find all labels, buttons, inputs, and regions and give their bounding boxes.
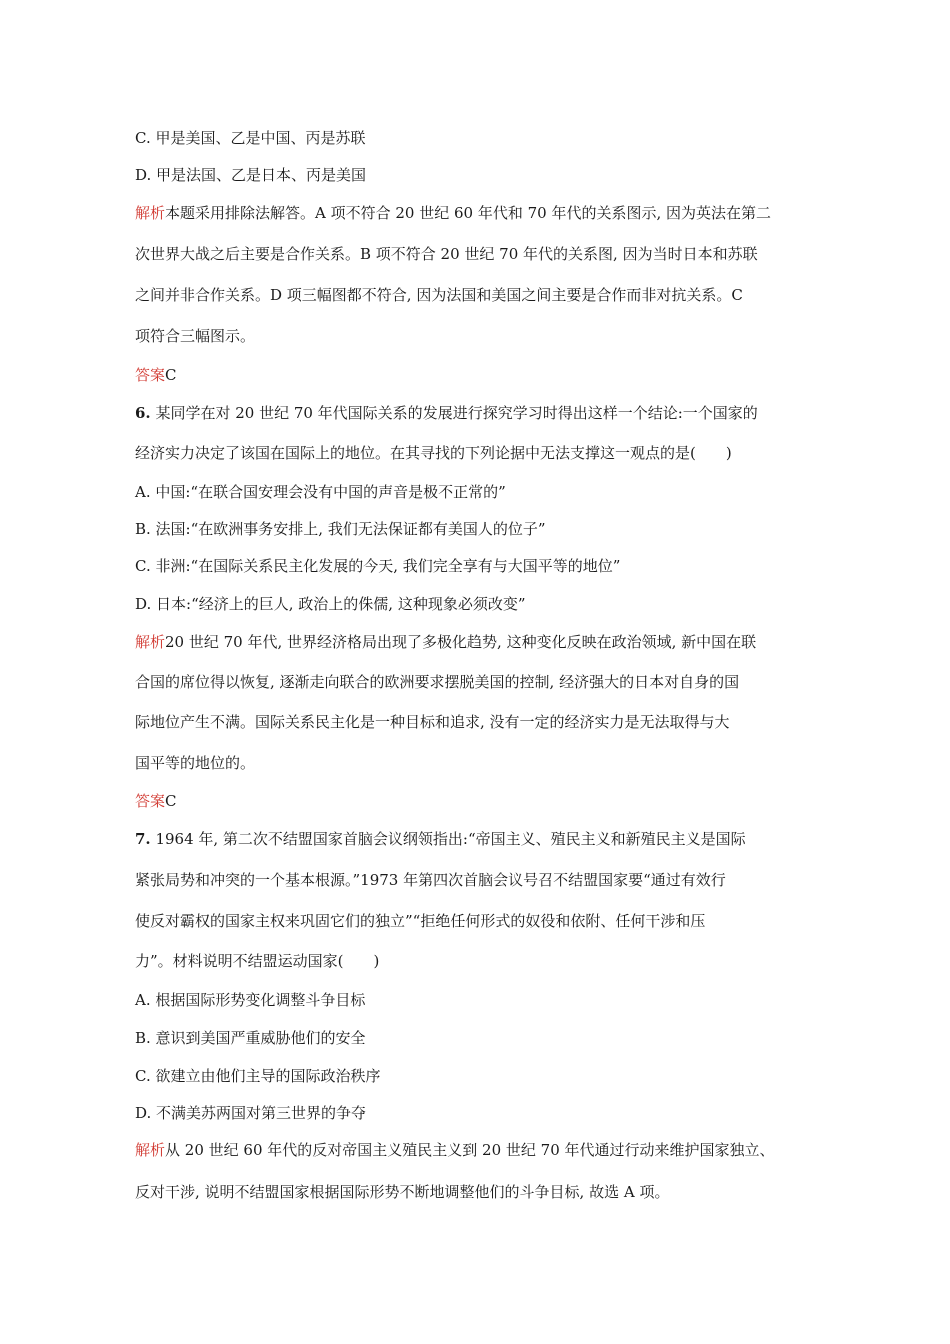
q7-stem-line [135, 829, 746, 849]
q6-analysis-text: 20 世纪 70 年代, 世界经济格局出现了多极化趋势, 这种变化反映在政治领域, 新中国在联 [165, 633, 757, 651]
q7-analysis-line [135, 1140, 775, 1160]
analysis-label: 解析 [135, 633, 166, 651]
answer-label: 答案 [135, 792, 166, 810]
q6-analysis-line [135, 632, 756, 652]
q6-analysis-line: 合国的席位得以恢复, 逐渐走向联合的欧洲要求摆脱美国的控制, 经济强大的日本对自身的国 [135, 673, 740, 691]
q6-option-c: C. 非洲:“在国际关系民主化发展的今天, 我们完全享有与大国平等的地位” [135, 557, 621, 575]
q6-option-a: A. 中国:“在联合国安理会没有中国的声音是极不正常的” [135, 483, 506, 501]
analysis-label: 解析 [135, 1141, 166, 1159]
q7-number: 7. [135, 830, 151, 848]
q6-stem-text: 某同学在对 20 世纪 70 年代国际关系的发展进行探究学习时得出这样一个结论:一个国家的 [150, 404, 758, 422]
q5-analysis-line: 之间并非合作关系。D 项三幅图都不符合, 因为法国和美国之间主要是合作而非对抗关系。C [135, 286, 743, 304]
q6-stem-line: 经济实力决定了该国在国际上的地位。在其寻找的下列论据中无法支撑这一观点的是( ) [135, 444, 732, 462]
q5-analysis-text: 本题采用排除法解答。A 项不符合 20 世纪 60 年代和 70 年代的关系图示, 因为英法在第二 [165, 204, 772, 222]
q6-stem-line [135, 403, 758, 423]
answer-label: 答案 [135, 366, 166, 384]
q7-option-d: D. 不满美苏两国对第三世界的争夺 [135, 1104, 367, 1122]
q6-option-d: D. 日本:“经济上的巨人, 政治上的侏儒, 这种现象必须改变” [135, 595, 526, 613]
q7-stem-line: 力”。材料说明不结盟运动国家( ) [135, 952, 380, 970]
analysis-label: 解析 [135, 204, 166, 222]
q7-option-a: A. 根据国际形势变化调整斗争目标 [135, 991, 366, 1009]
q6-answer-line [135, 791, 177, 811]
q7-stem-line: 使反对霸权的国家主权来巩固它们的独立”“拒绝任何形式的奴役和依附、任何干涉和压 [135, 912, 706, 930]
q6-answer-value: C [165, 792, 177, 810]
q7-option-b: B. 意识到美国严重威胁他们的安全 [135, 1029, 366, 1047]
q5-answer-value: C [165, 366, 177, 384]
q7-stem-text: 1964 年, 第二次不结盟国家首脑会议纲领指出:“帝国主义、殖民主义和新殖民主义是国际 [150, 830, 746, 848]
q6-option-b: B. 法国:“在欧洲事务安排上, 我们无法保证都有美国人的位子” [135, 520, 546, 538]
q5-answer-line [135, 365, 177, 385]
q5-option-c: C. 甲是美国、乙是中国、丙是苏联 [135, 129, 366, 147]
q7-option-c: C. 欲建立由他们主导的国际政治秩序 [135, 1067, 381, 1085]
q7-stem-line: 紧张局势和冲突的一个基本根源。”1973 年第四次首脑会议号召不结盟国家要“通过有效行 [135, 871, 726, 889]
q5-analysis-line [135, 203, 771, 223]
q5-analysis-line: 次世界大战之后主要是合作关系。B 项不符合 20 世纪 70 年代的关系图, 因为当时日本和苏联 [135, 245, 758, 263]
q5-option-d: D. 甲是法国、乙是日本、丙是美国 [135, 166, 367, 184]
q6-analysis-line: 际地位产生不满。国际关系民主化是一种目标和追求, 没有一定的经济实力是无法取得与大 [135, 713, 730, 731]
q6-number: 6. [135, 404, 151, 422]
q7-analysis-line: 反对干涉, 说明不结盟国家根据国际形势不断地调整他们的斗争目标, 故选 A 项。 [135, 1183, 670, 1201]
q6-analysis-line: 国平等的地位的。 [135, 754, 256, 772]
q7-analysis-text: 从 20 世纪 60 年代的反对帝国主义殖民主义到 20 世纪 70 年代通过行动来维护国家独立、 [165, 1141, 775, 1159]
q5-analysis-line: 项符合三幅图示。 [135, 327, 256, 345]
